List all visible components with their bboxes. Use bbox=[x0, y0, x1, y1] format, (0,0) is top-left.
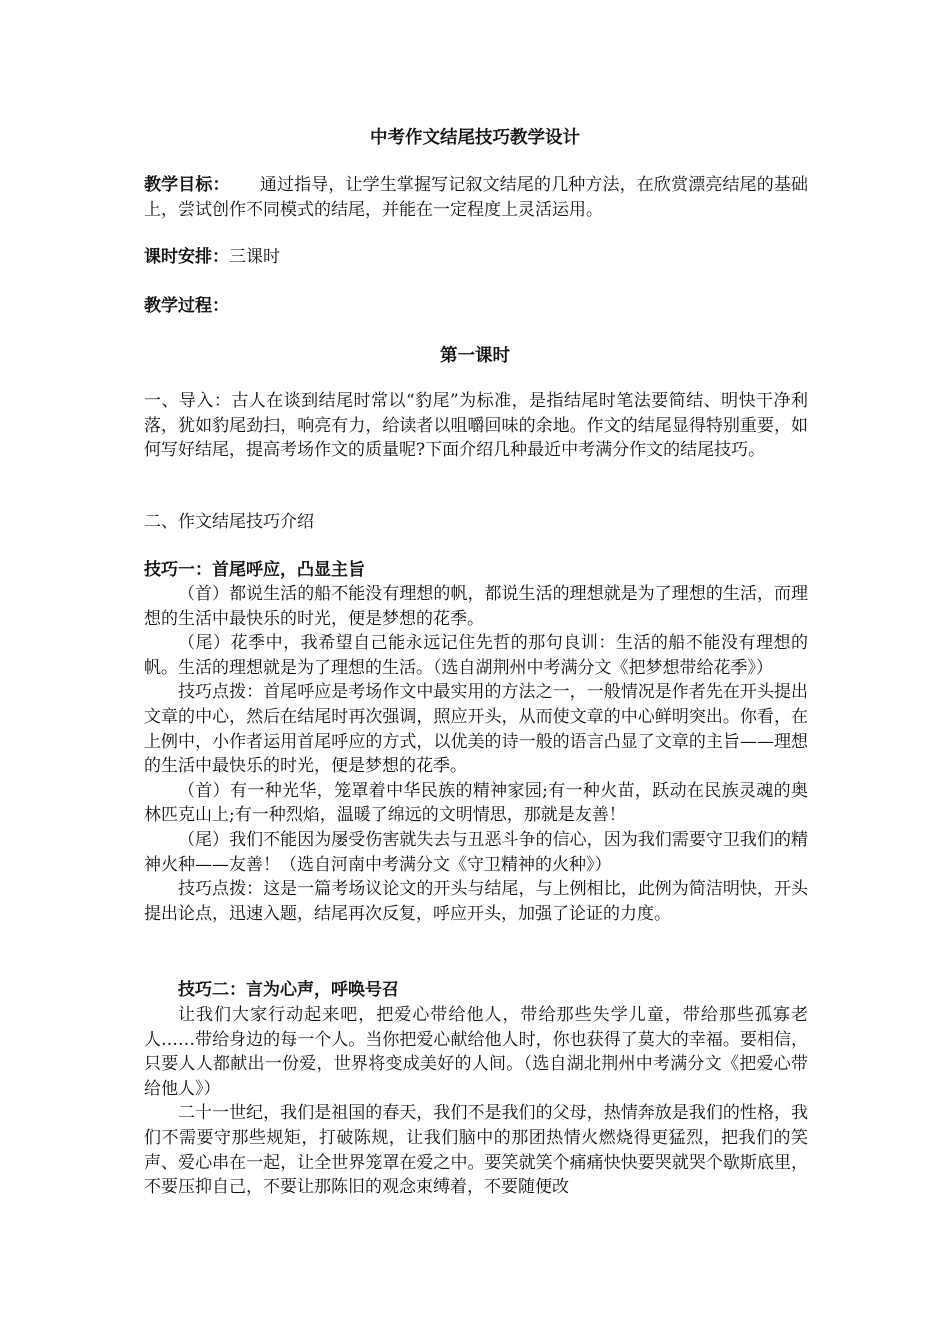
paragraph: 技巧点拨：首尾呼应是考场作文中最实用的方法之一，一般情况是作者先在开头提出文章的中心，然后在结尾时再次强调，照应开头，从而使文章的中心鲜明突出。你看，在上例中，小作者运用首尾呼应的方式，以优美的诗一般的语言凸显了文章的主旨——理想的生活中最快乐的时光，便是梦想的花季。 bbox=[144, 682, 808, 777]
schedule bbox=[144, 245, 808, 270]
skill2-body bbox=[144, 1003, 808, 1200]
paragraph: （尾）花季中，我希望自己能永远记住先哲的那句良训：生活的船不能没有理想的帆。生活的理想就是为了理想的生活。（选自湖荆州中考满分文《把梦想带给花季》） bbox=[144, 633, 808, 678]
intro-paragraph: 一、导入：古人在谈到结尾时常以“豹尾”为标准，是指结尾时笔法要简结、明快干净利落，犹如豹尾劲扫，响亮有力，给读者以咀嚼回味的余地。作文的结尾显得特别重要，如何写好结尾，提高考场作文的质量呢?下面介绍几种最近中考满分作文的结尾技巧。 bbox=[144, 391, 808, 461]
process-label: 教学过程： bbox=[144, 296, 229, 316]
document-title: 中考作文结尾技巧教学设计 bbox=[370, 128, 580, 148]
paragraph: （尾）我们不能因为屡受伤害就失去与丑恶斗争的信心，因为我们需要守卫我们的精神火种——友善！（选自河南中考满分文《守卫精神的火种》） bbox=[144, 829, 808, 875]
goal-label: 教学目标： bbox=[144, 175, 230, 195]
paragraph: 二十一世纪，我们是祖国的春天，我们不是我们的父母，热情奔放是我们的性格，我们不需要守那些规矩，打破陈规，让我们脑中的那团热情火燃烧得更猛烈，把我们的笑声、爱心串在一起，让全世界笼罩在爱之中。要笑就笑个痛痛快快要哭就哭个歇斯底里，不要压抑自己，不要让那陈旧的观念束缚着，不要随便改 bbox=[144, 1103, 808, 1198]
paragraph: 技巧点拨：这是一篇考场议论文的开头与结尾，与上例相比，此例为简洁明快，开头提出论点，迅速入题，结尾再次反复，呼应开头，加强了论证的力度。 bbox=[144, 879, 808, 924]
schedule-label: 课时安排： bbox=[144, 247, 229, 267]
skill1-title: 技巧一：首尾呼应，凸显主旨 bbox=[144, 560, 365, 580]
lesson1-title: 第一课时 bbox=[440, 346, 510, 366]
section2-heading: 二、作文结尾技巧介绍 bbox=[144, 512, 314, 532]
skill2-title: 技巧二：言为心声，呼唤号召 bbox=[178, 980, 399, 1000]
schedule-text: 三课时 bbox=[229, 247, 280, 267]
skill1-body bbox=[144, 582, 808, 926]
paragraph: （首）都说生活的船不能没有理想的帆，都说生活的理想就是为了理想的生活，而理想的生活中最快乐的时光，便是梦想的花季。 bbox=[144, 584, 808, 629]
paragraph: （首）有一种光华，笼罩着中华民族的精神家园;有一种火苗，跃动在民族灵魂的奥林匹克山上;有一种烈焰，温暖了绵远的文明情思，那就是友善！ bbox=[144, 780, 808, 826]
teaching-goal bbox=[144, 173, 808, 222]
goal-text: 通过指导，让学生掌握写记叙文结尾的几种方法，在欣赏漂亮结尾的基础上，尝试创作不同模式的结尾，并能在一定程度上灵活运用。 bbox=[144, 175, 809, 220]
paragraph: 让我们大家行动起来吧，把爱心带给他人，带给那些失学儿童，带给那些孤寡老人……带给身边的每一个人。当你把爱心献给他人时，你也获得了莫大的幸福。要相信，只要人人都献出一份爱，世界将变成美好的人间。（选自湖北荆州中考满分文《把爱心带给他人》） bbox=[144, 1005, 808, 1099]
